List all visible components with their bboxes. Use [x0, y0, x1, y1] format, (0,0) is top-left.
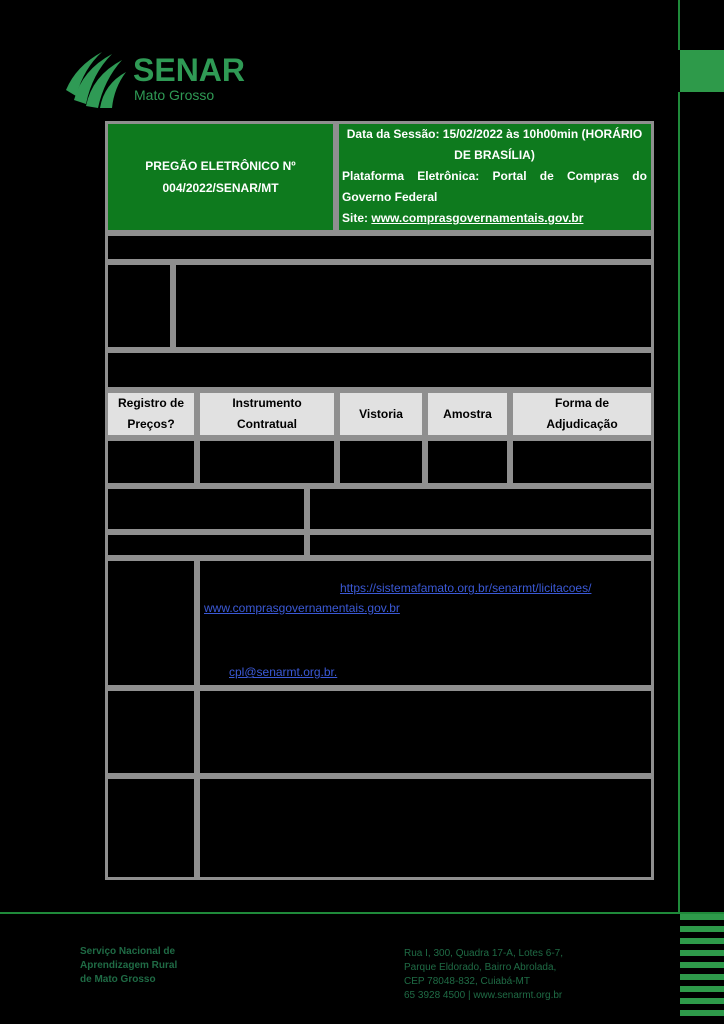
th-text: Vistoria: [359, 406, 403, 421]
td-vistoria: [337, 438, 425, 486]
site-line: [342, 208, 647, 229]
footer-stripe: [680, 986, 724, 992]
th-amostra: [425, 390, 510, 438]
logo-name: SENAR: [133, 52, 246, 88]
platform-word: de: [539, 169, 554, 183]
item-description-cell: [173, 262, 654, 350]
platform-word: Portal: [492, 169, 527, 183]
right-green-block: [680, 50, 724, 92]
footer-org-line: Serviço Nacional de: [80, 946, 176, 957]
site-link[interactable]: www.comprasgovernamentais.gov.br: [371, 211, 584, 225]
email-link[interactable]: cpl@senarmt.org.br.: [229, 665, 338, 679]
footer-contact-line: 65 3928 4500 | www.senarmt.org.br: [404, 990, 563, 1001]
session-date: Data da Sessão: 15/02/2022 às 10h00min (HORÁRIO: [346, 127, 643, 141]
footer-address-line: Rua I, 300, Quadra 17-A, Lotes 6-7,: [404, 948, 563, 959]
footer-address: [404, 947, 563, 1003]
info-cell-left: [105, 486, 307, 532]
footer-stripe: [680, 950, 724, 956]
session-date-cont: DE BRASÍLIA): [454, 148, 535, 162]
footer-org-line: Aprendizagem Rural: [80, 960, 178, 971]
senar-leaf-icon: [62, 46, 128, 110]
footer-stripe: [680, 926, 724, 932]
session-info-cell: [336, 121, 654, 233]
th-text: Contratual: [237, 417, 297, 431]
th-text: Registro de: [117, 396, 184, 410]
pregao-number-cell: [105, 121, 336, 233]
footer-address-line: Parque Eldorado, Bairro Abrolada,: [404, 962, 557, 973]
row-label-cell-2: [105, 776, 197, 880]
right-border-line-top: [678, 0, 680, 50]
footer-organization: [80, 945, 177, 987]
th-vistoria: [337, 390, 425, 438]
sistema-link[interactable]: https://sistemafamato.org.br/senarmt/licitacoes/: [340, 581, 592, 595]
th-text: Amostra: [443, 406, 492, 421]
info-cell-left-2: [105, 532, 307, 558]
footer-address-line: CEP 78048-832, Cuiabá-MT: [404, 976, 530, 987]
value-row: [105, 350, 654, 390]
footer-stripe: [680, 1010, 724, 1016]
footer-stripe: [680, 914, 724, 920]
logo-subtitle: Mato Grosso: [134, 87, 215, 103]
platform-word: Plataforma: [342, 169, 405, 183]
td-amostra: [425, 438, 510, 486]
platform-word: Eletrônica:: [417, 169, 480, 183]
compras-link[interactable]: www.comprasgovernamentais.gov.br: [204, 601, 400, 615]
platform-word: Compras: [567, 169, 620, 183]
row-content-cell: [197, 688, 654, 776]
pregao-number: 004/2022/SENAR/MT: [162, 181, 279, 195]
footer-stripe: [680, 974, 724, 980]
pregao-title: PREGÃO ELETRÔNICO Nº: [145, 159, 296, 173]
th-text: Forma de: [554, 396, 609, 410]
td-registro-precos: [105, 438, 197, 486]
item-label-cell: [105, 262, 173, 350]
edital-label-cell: [105, 558, 197, 688]
footer-stripe: [680, 938, 724, 944]
th-text: Preços?: [127, 417, 175, 431]
th-text: Adjudicação: [546, 417, 618, 431]
platform-name-cont: Governo Federal: [342, 190, 438, 204]
th-instrumento-contratual: [197, 390, 337, 438]
info-cell-right-2: [307, 532, 654, 558]
footer-divider: [0, 912, 724, 914]
footer-stripe: [680, 962, 724, 968]
site-label: Site:: [342, 211, 369, 225]
th-registro-precos: [105, 390, 197, 438]
platform-line: [342, 166, 647, 187]
info-cell-right: [307, 486, 654, 532]
row-label-cell: [105, 688, 197, 776]
th-forma-adjudicacao: [510, 390, 654, 438]
footer-stripe: [680, 998, 724, 1004]
th-text: Instrumento: [232, 396, 302, 410]
object-row: [105, 233, 654, 262]
row-content-cell-2: [197, 776, 654, 880]
td-instrumento-contratual: [197, 438, 337, 486]
td-forma-adjudicacao: [510, 438, 654, 486]
platform-word: do: [632, 169, 647, 183]
right-border-line: [678, 92, 680, 912]
footer-org-line: de Mato Grosso: [80, 974, 156, 985]
